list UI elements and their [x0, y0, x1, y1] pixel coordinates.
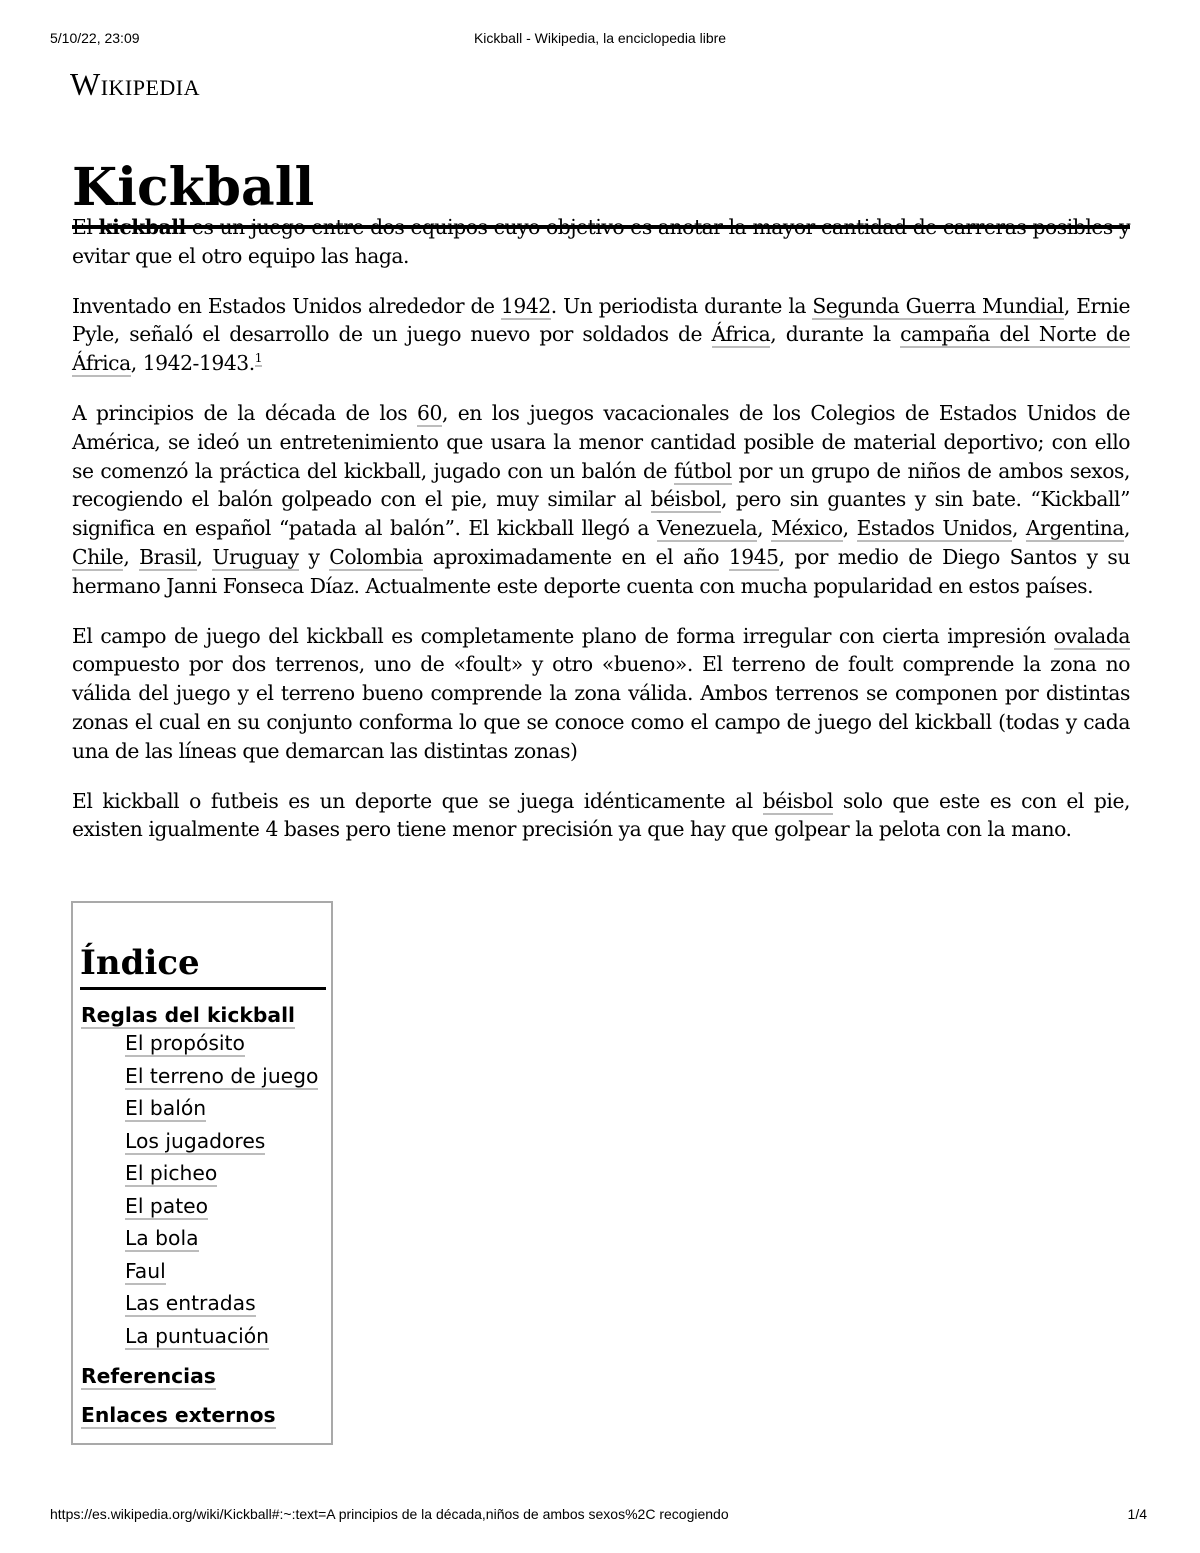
print-footer [0, 1506, 1200, 1526]
paragraph-field: El campo de juego del kickball es completamente plano de forma irregular con cierta impresión ovalada compuesto por dos terrenos, uno de «foult» y otro «bueno». El terreno de foult comprende la zona no válida del juego y el terreno bueno comprende la zona válida. Ambos terrenos se componen por distintas zonas el cual en su conjunto conforma lo que se conoce como el campo de juego del kickball (todas y cada una de las líneas que demarcan las distintas zonas) [72, 623, 1130, 763]
link-futbol[interactable]: fútbol [673, 458, 732, 483]
toc-item-referencias[interactable]: Referencias [81, 1364, 216, 1388]
reference-link[interactable]: 1 [254, 351, 262, 366]
link-africa[interactable]: África [711, 322, 771, 347]
toc-item-pateo[interactable]: El pateo [125, 1194, 209, 1218]
link-brasil[interactable]: Brasil [139, 544, 197, 569]
link-uruguay[interactable]: Uruguay [212, 544, 299, 569]
print-header [0, 30, 1200, 50]
print-page-number: 1/4 [1127, 1506, 1147, 1522]
toc-item-terreno[interactable]: El terreno de juego [125, 1064, 319, 1088]
link-60[interactable]: 60 [417, 400, 442, 425]
page-title: Kickball [72, 157, 1130, 229]
toc-item-jugadores[interactable]: Los jugadores [125, 1129, 266, 1153]
toc-title: Índice [80, 939, 326, 990]
table-of-contents [71, 901, 333, 1445]
paragraph-intro: El kickball es un juego entre dos equipos cuyo objetivo es anotar la mayor cantidad de carreras posibles y evitar que el otro equipo las haga. [72, 215, 1130, 268]
paragraph-history: Inventado en Estados Unidos alrededor de 1942. Un periodista durante la Segunda Guerra Mundial, Ernie Pyle, señaló el desarrollo de un juego nuevo por soldados de África, durante la campaña del Norte de África, 1942-1943.$^1$ [72, 293, 1130, 376]
article-body [72, 213, 1130, 865]
toc-item-proposito[interactable]: El propósito [125, 1031, 245, 1055]
paragraph-origins: A principios de la década de los 60, en los juegos vacacionales de los Colegios de Estados Unidos de América, se ideó un entretenimiento que usara la menor cantidad posible de material deportivo; con ello se comenzó la práctica del kickball, jugado con un balón de fútbol por un grupo de niños de ambos sexos, recogiendo el balón golpeado con el pie, muy similar al béisbol, pero sin guantes y sin bate. “Kickball” significa en español “patada al balón”. El kickball llegó a Venezuela, México, Estados Unidos, Argentina, Chile, Brasil, Uruguay y Colombia aproximadamente en el año 1945, por medio de Diego Santos y su hermano Janni Fonseca Díaz. Actualmente este deporte cuenta con mucha popularidad en estos países. [72, 400, 1131, 598]
paragraph-futbeis: El kickball o futbeis es un deporte que se juega idénticamente al béisbol solo que este es con el pie, existen igualmente 4 bases pero tiene menor precisión ya que hay que golpear la pelota con la mano. [72, 788, 1131, 842]
toc-item-enlaces-externos[interactable]: Enlaces externos [81, 1403, 276, 1427]
toc-item-bola[interactable]: La bola [125, 1226, 199, 1250]
link-segunda-guerra-mundial[interactable]: Segunda Guerra Mundial [812, 293, 1064, 318]
print-url: https://es.wikipedia.org/wiki/Kickball#:~:text=A principios de la década,niños de ambos sexos%2C recogiendo [50, 1506, 729, 1522]
toc-item-faul[interactable]: Faul [125, 1259, 166, 1283]
link-venezuela[interactable]: Venezuela [656, 516, 758, 541]
wikipedia-wordmark-logo[interactable]: Wikipedia [70, 66, 201, 102]
link-argentina[interactable]: Argentina [1025, 516, 1125, 541]
toc-item-entradas[interactable]: Las entradas [125, 1291, 256, 1315]
link-1942[interactable]: 1942 [500, 293, 551, 318]
print-page-title: Kickball - Wikipedia, la enciclopedia libre [473, 30, 727, 46]
link-ovalada[interactable]: ovalada [1053, 623, 1130, 648]
link-campana-norte-africa[interactable]: campaña del Norte de África [72, 322, 1130, 376]
link-beisbol-2[interactable]: béisbol [762, 788, 833, 813]
link-mexico[interactable]: México [771, 516, 843, 541]
toc-item-reglas[interactable]: Reglas del kickball [81, 1003, 296, 1027]
link-estados-unidos[interactable]: Estados Unidos [856, 516, 1012, 541]
toc-item-balon[interactable]: El balón [125, 1096, 207, 1120]
link-colombia[interactable]: Colombia [329, 544, 423, 569]
print-date: 5/10/22, 23:09 [50, 30, 140, 46]
toc-item-picheo[interactable]: El picheo [125, 1161, 218, 1185]
link-beisbol[interactable]: béisbol [650, 487, 721, 512]
link-chile[interactable]: Chile [72, 544, 124, 569]
toc-item-puntuacion[interactable]: La puntuación [125, 1324, 270, 1348]
link-1945[interactable]: 1945 [728, 544, 779, 569]
bold-term: kickball [98, 215, 186, 239]
